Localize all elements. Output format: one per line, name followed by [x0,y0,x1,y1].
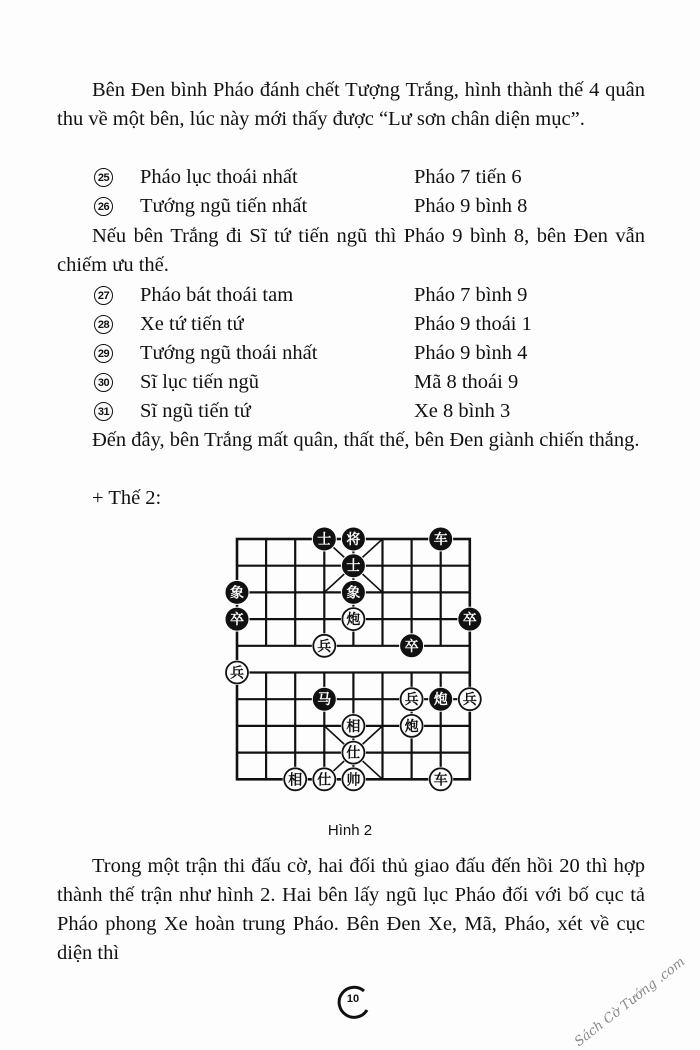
move-row [94,281,654,310]
move-row [94,192,654,221]
move-white: Pháo bát thoái tam [140,284,294,306]
svg-text:相: 相 [346,718,361,735]
move-number-badge: 27 [94,286,113,305]
svg-text:象: 象 [346,585,361,602]
move-number-badge: 26 [94,197,113,216]
svg-text:卒: 卒 [230,612,244,629]
move-white: Tướng ngũ thoái nhất [140,342,318,364]
svg-text:兵: 兵 [462,692,477,709]
move-black: Xe 8 bình 3 [414,400,511,422]
figure-caption: Hình 2 [327,822,373,839]
move-row [94,397,654,426]
black-piece [225,607,250,632]
svg-text:兵: 兵 [317,638,332,655]
white-piece [225,660,250,685]
svg-text:炮: 炮 [433,692,448,709]
svg-text:仕: 仕 [346,745,361,762]
watermark-corner: Sách Cờ Tướng .com [572,954,689,1050]
white-piece [428,767,453,792]
black-piece [428,687,453,712]
black-piece [457,607,482,632]
svg-text:卒: 卒 [404,638,419,655]
move-number-badge: 25 [94,168,113,187]
svg-text:车: 车 [433,772,448,789]
move-white: Sĩ lục tiến ngũ [140,371,260,393]
move-white: Tướng ngũ tiến nhất [140,195,308,217]
black-piece [312,687,337,712]
svg-text:炮: 炮 [346,612,361,629]
black-piece [225,580,250,605]
paragraph-1: Bên Đen bình Pháo đánh chết Tượng Trắng, hình thành thế 4 quân thu về một bên, lúc này mới thấy được “Lư sơn chân diện mục”. [57,79,645,130]
white-piece [457,687,482,712]
move-row [94,163,654,192]
move-row [94,339,654,368]
move-white: Xe tứ tiến tứ [140,313,244,335]
black-piece [399,633,424,658]
move-row [94,310,654,339]
white-piece [283,767,308,792]
paragraph-3: Đến đây, bên Trắng mất quân, thất thế, bên Đen giành chiến thắng. [92,429,640,451]
white-piece [399,687,424,712]
section-heading-the-2: + Thế 2: [92,487,162,509]
white-piece [399,713,424,738]
white-piece [341,740,366,765]
paragraph-5: Trong một trận thi đấu cờ, hai đối thủ giao đấu đến hồi 20 thì hợp thành thế trận như hình 2. Hai bên lấy ngũ lục Pháo đối với bố cục tả Pháo phong Xe hoàn trung Pháo. Bên Đen Xe, Mã, Pháo, xét về cục diện thì [57,855,645,964]
white-piece [312,767,337,792]
paragraph-2: Nếu bên Trắng đi Sĩ tứ tiến ngũ thì Pháo 9 bình 8, bên Đen vẫn chiếm ưu thế. [57,225,645,276]
svg-text:帅: 帅 [346,772,361,789]
black-piece [428,527,453,552]
move-black: Pháo 9 bình 4 [414,342,528,364]
svg-text:卒: 卒 [462,612,477,629]
svg-text:车: 车 [433,532,448,548]
black-piece [341,580,366,605]
move-number-badge: 28 [94,315,113,334]
move-black: Pháo 7 bình 9 [414,284,528,306]
svg-text:炮: 炮 [404,718,419,735]
svg-text:象: 象 [230,585,244,602]
white-piece [312,633,337,658]
move-white: Sĩ ngũ tiến tứ [140,400,251,422]
move-white: Pháo lục thoái nhất [140,166,298,188]
black-piece [312,527,337,552]
move-number-badge: 30 [94,373,113,392]
move-black: Pháo 7 tiến 6 [414,166,522,188]
move-black: Pháo 9 thoái 1 [414,313,532,335]
move-black: Pháo 9 bình 8 [414,195,528,217]
black-piece [341,553,366,578]
white-piece [341,607,366,632]
svg-text:士: 士 [317,532,332,548]
white-piece [341,767,366,792]
black-piece [341,527,366,552]
svg-text:马: 马 [317,692,332,709]
move-black: Mã 8 thoái 9 [414,371,519,393]
svg-text:兵: 兵 [404,692,419,709]
move-number-badge: 31 [94,402,113,421]
svg-text:仕: 仕 [317,772,332,789]
move-number-badge: 29 [94,344,113,363]
page-number: 10 [333,982,373,1022]
move-row [94,368,654,397]
svg-text:相: 相 [288,772,303,789]
svg-text:将: 将 [346,532,361,548]
svg-text:士: 士 [346,558,361,575]
white-piece [341,713,366,738]
svg-text:兵: 兵 [230,665,244,682]
